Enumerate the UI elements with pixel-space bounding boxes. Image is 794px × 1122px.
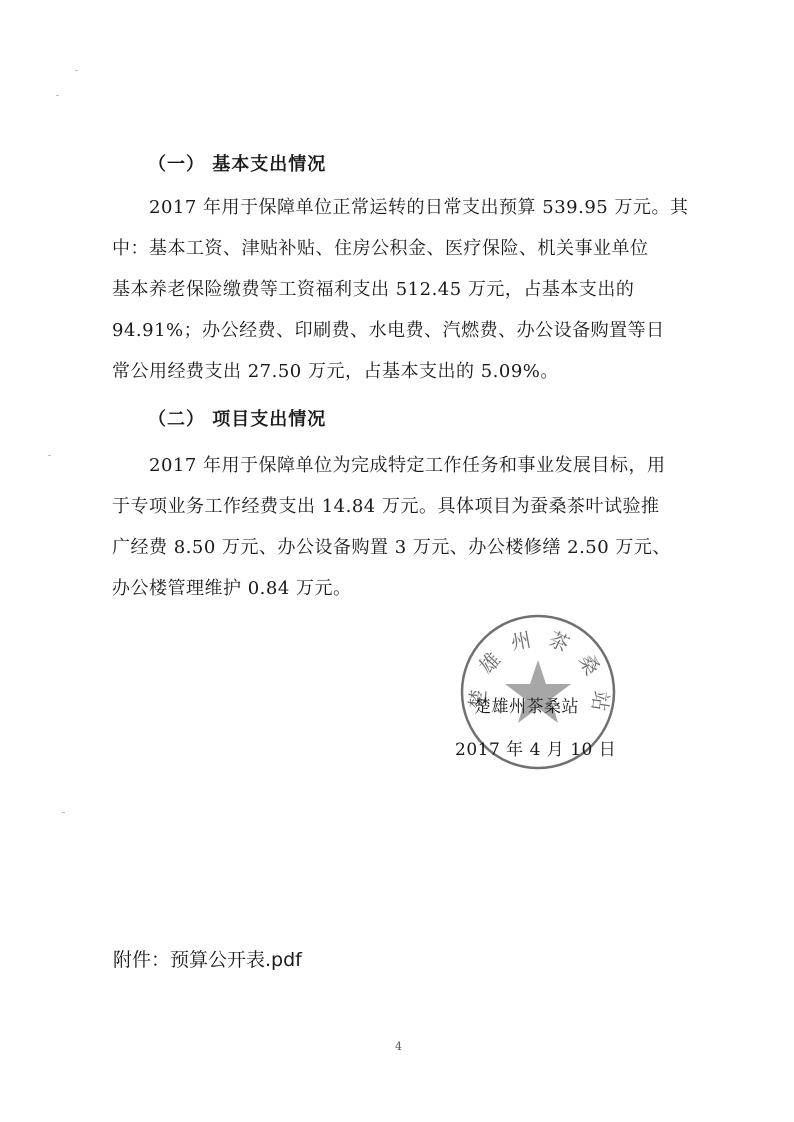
- paragraph-line: 基本养老保险缴费等工资福利支出 512.45 万元，占基本支出的: [112, 279, 635, 300]
- attachment-link[interactable]: 附件：预算公开表.pdf: [113, 949, 302, 971]
- paragraph-basic-expenditure: [112, 187, 692, 392]
- paragraph-line: 广经费 8.50 万元、办公设备购置 3 万元、办公楼修缮 2.50 万元、: [112, 537, 671, 558]
- signature-date: 2017 年 4 月 10 日: [455, 740, 617, 760]
- scan-speck: [48, 455, 51, 456]
- scan-speck: [75, 70, 78, 71]
- page-number: 4: [395, 1040, 402, 1053]
- scan-speck: [62, 812, 65, 813]
- paragraph-project-expenditure: [112, 445, 692, 609]
- paragraph-line: 2017 年用于保障单位正常运转的日常支出预算 539.95 万元。其: [149, 197, 689, 218]
- signature-organization: 楚雄州茶桑站: [474, 697, 579, 717]
- paragraph-line: 94.91%；办公经费、印刷费、水电费、汽燃费、办公设备购置等日: [112, 320, 665, 341]
- section-heading-basic-expenditure: （一） 基本支出情况: [148, 154, 327, 175]
- scan-speck: [56, 95, 59, 96]
- paragraph-line: 办公楼管理维护 0.84 万元。: [112, 578, 352, 599]
- section-heading-project-expenditure: （二） 项目支出情况: [148, 409, 327, 430]
- paragraph-line: 于专项业务工作经费支出 14.84 万元。具体项目为蚕桑茶叶试验推: [112, 496, 660, 517]
- paragraph-line: 中：基本工资、津贴补贴、住房公积金、医疗保险、机关事业单位: [112, 238, 649, 259]
- paragraph-line: 2017 年用于保障单位为完成特定工作任务和事业发展目标，用: [149, 455, 666, 476]
- seal-text-path: 楚雄州茶桑站: [464, 624, 614, 727]
- paragraph-line: 常公用经费支出 27.50 万元，占基本支出的 5.09%。: [112, 361, 559, 382]
